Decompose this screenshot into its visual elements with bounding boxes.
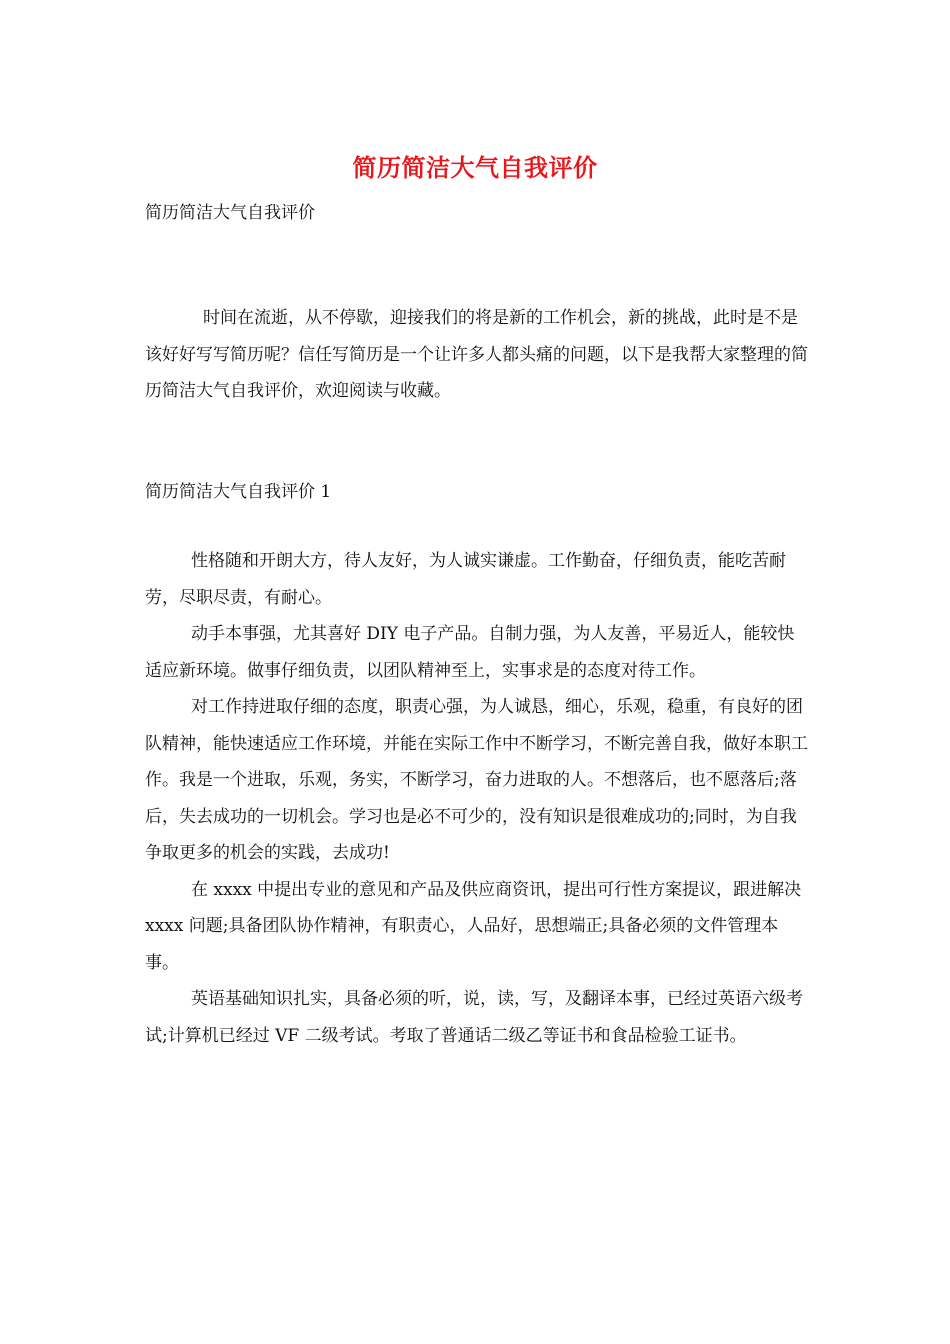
document-subtitle: 简历简洁大气自我评价 xyxy=(145,203,315,223)
body-paragraph: 性格随和开朗大方，待人友好，为人诚实谦虚。工作勤奋，仔细负责，能吃苦耐劳，尽职尽责，有耐心。 xyxy=(145,551,786,608)
body-paragraph: 动手本事强，尤其喜好 DIY 电子产品。自制力强，为人友善，平易近人，能较快适应新环境。做事仔细负责，以团队精神至上，实事求是的态度对待工作。 xyxy=(145,624,795,681)
document-title: 简历简洁大气自我评价 xyxy=(352,153,598,182)
section-heading: 简历简洁大气自我评价 1 xyxy=(145,482,332,502)
intro-paragraph: 时间在流逝，从不停歇，迎接我们的将是新的工作机会，新的挑战，此时是不是该好好写写简历呢？信任写简历是一个让许多人都头痛的问题，以下是我帮大家整理的简历简洁大气自我评价，欢迎阅读与收藏。 xyxy=(145,308,808,401)
body-paragraph: 英语基础知识扎实，具备必须的听，说，读，写，及翻译本事，已经过英语六级考试;计算机已经过 VF 二级考试。考取了普通话二级乙等证书和食品检验工证书。 xyxy=(145,989,803,1046)
body-paragraph: 对工作持进取仔细的态度，职责心强，为人诚恳，细心，乐观，稳重，有良好的团队精神，能快速适应工作环境，并能在实际工作中不断学习，不断完善自我，做好本职工作。我是一个进取，乐观，务实，不断学习，奋力进取的人。不想落后，也不愿落后;落后，失去成功的一切机会。学习也是必不可少的，没有知识是很难成功的;同时，为自我争取更多的机会的实践，去成功! xyxy=(145,697,808,863)
section-body xyxy=(145,543,810,1054)
body-paragraph: 在 xxxx 中提出专业的意见和产品及供应商资讯，提出可行性方案提议，跟进解决 xxxx 问题;具备团队协作精神，有职责心，人品好，思想端正;具备必须的文件管理本事。 xyxy=(145,879,802,973)
